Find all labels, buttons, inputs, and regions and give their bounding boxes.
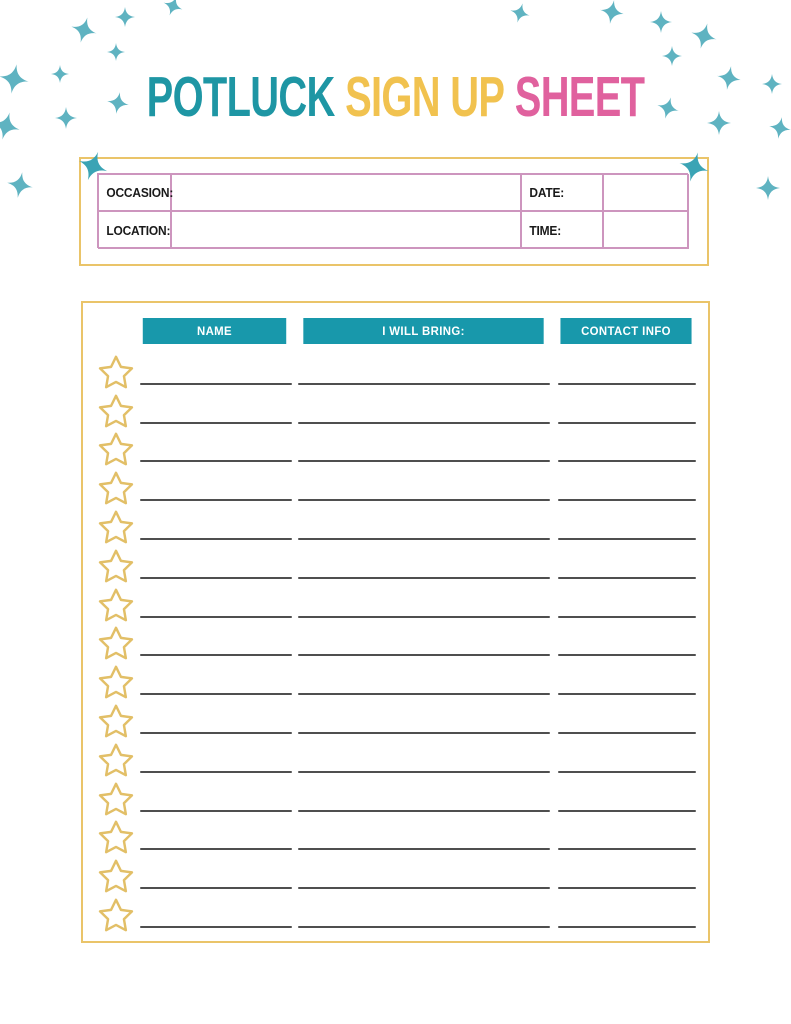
column-header-name: NAME [143,318,286,344]
name-write-line [140,926,292,928]
column-header-i-will-bring: I WILL BRING: [303,318,543,344]
signup-row [83,695,708,734]
sparkle-icon [508,1,532,25]
bring-write-line [298,926,550,928]
date-label-cell [521,174,603,211]
contact-write-line [558,926,696,928]
sparkle-icon [68,14,100,46]
sparkle-icon [756,176,780,200]
time-label: TIME: [529,222,561,238]
signup-row [83,889,708,928]
occasion-label-cell [98,174,174,211]
title-word-sign-up: SIGN UP [345,65,505,129]
signup-table [81,301,710,943]
occasion-label: OCCASION: [106,185,174,200]
signup-row [83,618,708,657]
signup-row [83,812,708,851]
signup-row [83,346,708,385]
sparkle-icon [715,64,743,92]
sparkle-icon [707,111,731,135]
title-word-potluck: POTLUCK [146,65,335,129]
sparkle-icon [5,170,35,200]
event-info-grid [97,173,688,248]
star-outline-icon [97,897,135,933]
sparkle-icon [115,7,135,27]
date-label: DATE: [529,185,565,200]
signup-row [83,734,708,773]
signup-row [83,501,708,540]
sparkle-icon [598,0,626,26]
time-value-cell [603,211,689,249]
sparkle-icon [51,65,69,83]
sparkle-icon [160,0,186,19]
location-label: LOCATION: [106,222,171,238]
sparkle-icon [688,20,720,52]
signup-row [83,540,708,579]
signup-row [83,385,708,424]
occasion-value-cell [171,174,521,211]
sparkle-icon [762,74,782,94]
location-value-cell [171,211,521,249]
signup-row [83,773,708,812]
signup-table-header [83,318,708,344]
sparkle-icon [650,11,672,33]
signup-row [83,850,708,889]
sparkle-icon [662,46,682,66]
sparkle-icon [107,43,125,61]
signup-rows [83,346,708,928]
signup-row [83,462,708,501]
event-info-box [79,157,709,266]
time-label-cell [521,211,603,249]
sparkle-icon [0,62,31,97]
location-label-cell [98,211,171,249]
signup-row [83,424,708,463]
title-word-sheet: SHEET [514,65,645,129]
sparkle-icon [767,115,791,140]
column-header-contact-info: CONTACT INFO [560,318,691,344]
signup-row [83,656,708,695]
sparkle-icon [55,107,77,129]
sparkle-icon [0,109,23,143]
date-value-cell [603,174,689,211]
page-title [119,64,673,130]
signup-row [83,579,708,618]
